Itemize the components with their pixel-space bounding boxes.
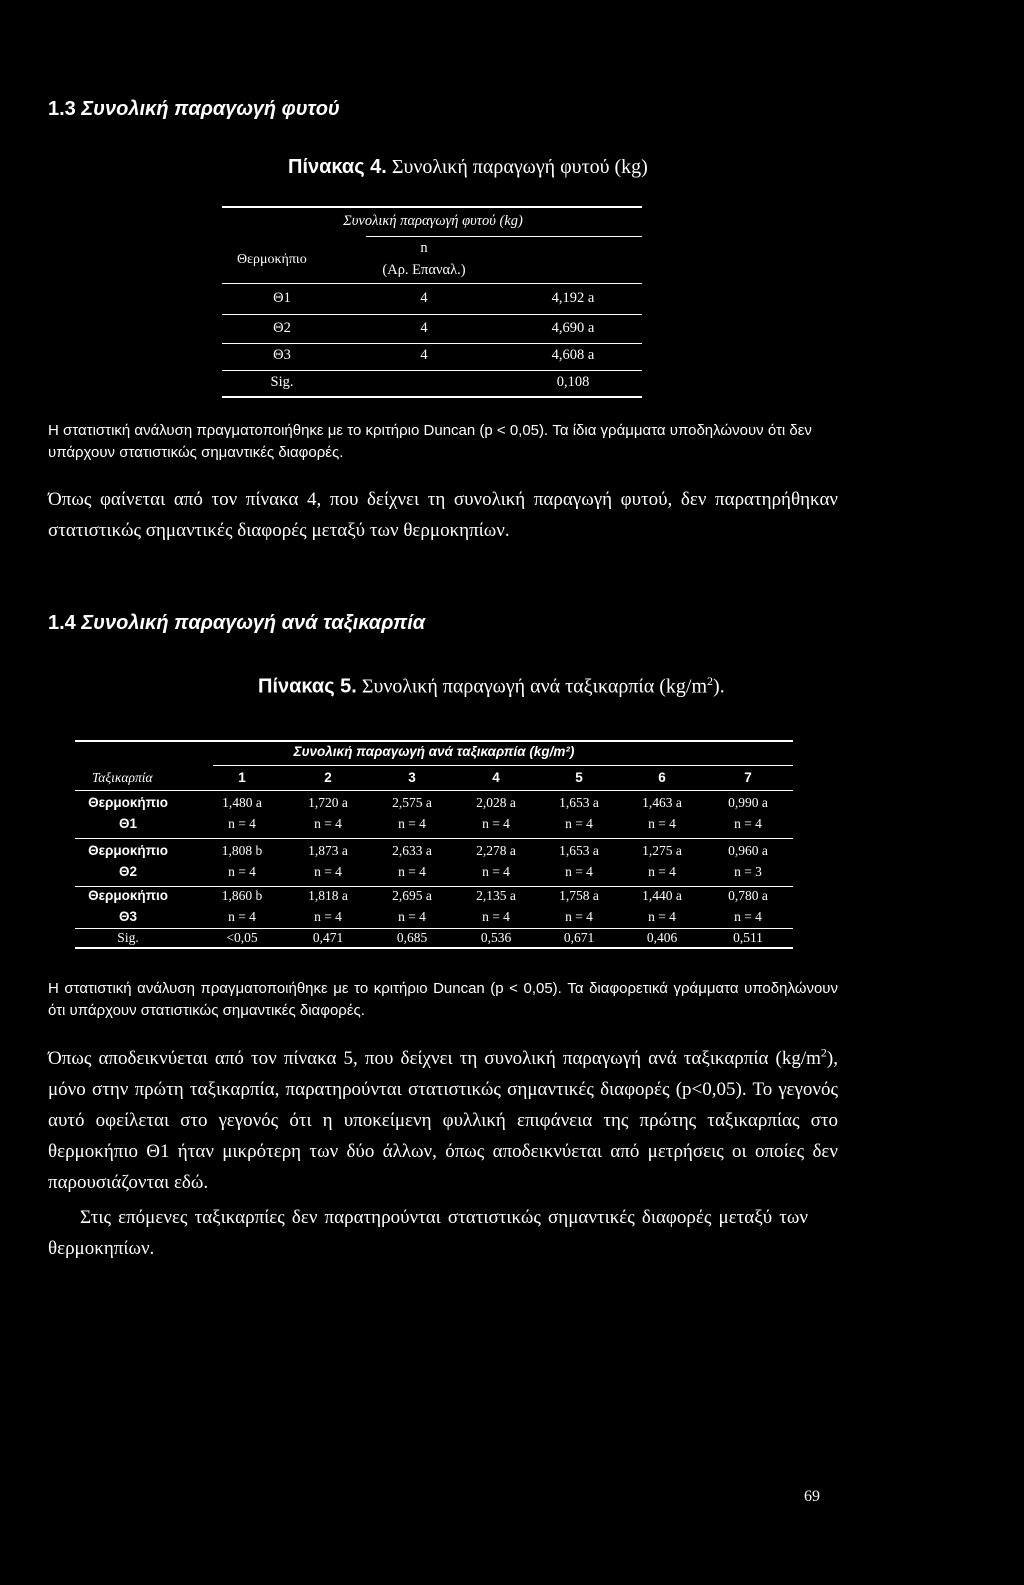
table5-top-rule (75, 740, 793, 742)
paragraph-2-start: Όπως αποδεικνύεται από τον πίνακα 5, που δείχνει τη συνολική παραγωγή ανά ταξικαρπία (kg/m (48, 1048, 821, 1069)
section-number: 1.4 (48, 612, 76, 634)
table5-column-header: 4 (492, 770, 500, 785)
table5-n-cell: n = 4 (734, 909, 762, 924)
table5-value-cell: 2,695 a (392, 888, 432, 903)
table5-value-cell: 2,135 a (476, 888, 516, 903)
table4-row-value: 4,192 a (551, 290, 595, 306)
table5-group-name: Θ2 (118, 864, 138, 879)
paragraph-2 (48, 1043, 838, 1198)
table5-sig-value: 0,406 (646, 930, 678, 945)
table4-row-name: Θ2 (273, 320, 291, 336)
table5-bottom-rule (75, 947, 793, 949)
paragraph-2-sup: 2 (820, 1045, 827, 1060)
table5-n-cell: n = 4 (398, 816, 426, 831)
table4-header-rule (222, 283, 642, 284)
table5-sig-value: 0,671 (563, 930, 595, 945)
table5-sig-value: 0,511 (733, 930, 763, 945)
table5-sig-value: <0,05 (226, 930, 258, 945)
table4-sig-label: Sig. (270, 374, 294, 390)
table5-caption-text: Συνολική παραγωγή ανά ταξικαρπία (kg/m (361, 675, 708, 698)
table5-column-header: 3 (408, 770, 416, 785)
table5-value-cell: 1,808 b (221, 843, 263, 858)
paragraph-3: Στις επόμενες ταξικαρπίες δεν παρατηρούνται στατιστικώς σημαντικές διαφορές μεταξύ των θερμοκηπίων. (48, 1207, 808, 1259)
section-heading-1-3 (48, 98, 340, 121)
table5-column-header: 5 (575, 770, 583, 785)
table5-caption-label: Πίνακας 5. (258, 675, 357, 698)
table5-value-cell: 1,653 a (559, 795, 599, 810)
table5-group-rule (75, 886, 793, 887)
table4-caption (288, 156, 648, 179)
table5-value-cell: 1,818 a (308, 888, 348, 903)
table5-group-name: Θ3 (118, 909, 138, 924)
table5-sig-value: 0,536 (480, 930, 512, 945)
table5-n-cell: n = 4 (734, 816, 762, 831)
table5-row-header: Ταξικαρπία (92, 770, 153, 785)
table4-caption-label: Πίνακας 4. (288, 156, 387, 178)
table4-sig-value: 0,108 (556, 374, 590, 390)
table5-sig-label: Sig. (117, 930, 139, 945)
table4-group-header: Συνολική παραγωγή φυτού (kg) (343, 213, 523, 229)
table5-group-rule (213, 765, 793, 766)
table5-n-cell: n = 4 (228, 864, 256, 879)
table5-value-cell: 0,960 a (728, 843, 768, 858)
table5-group-label: Θερμοκήπιο (88, 795, 168, 810)
table5-value-cell: 2,028 a (476, 795, 516, 810)
table5-value-cell: 2,278 a (476, 843, 516, 858)
table5-n-cell: n = 4 (648, 864, 676, 879)
table5-n-cell: n = 4 (314, 816, 342, 831)
table5-n-cell: n = 4 (565, 909, 593, 924)
section-heading-1-4 (48, 612, 425, 635)
table4-row-n: 4 (420, 347, 428, 363)
table4-row-name: Θ3 (273, 347, 291, 363)
table4-note: Η στατιστική ανάλυση πραγματοποιήθηκε με το κριτήριο Duncan (p < 0,05). Τα ίδια γράμματα υποδηλώνουν ότι δεν υπάρχουν στατιστικώς σημαντικές διαφορές. (48, 422, 812, 461)
table5-value-cell: 2,575 a (392, 795, 432, 810)
table5-caption (258, 674, 725, 699)
table4-row-value: 4,690 a (551, 320, 595, 336)
table5-value-cell: 1,720 a (308, 795, 348, 810)
section-number: 1.3 (48, 98, 76, 120)
table4-row-rule (222, 314, 642, 315)
table5-note: Η στατιστική ανάλυση πραγματοποιήθηκε με το κριτήριο Duncan (p < 0,05). Τα διαφορετικά γράμματα υποδηλώνουν ότι υπάρχουν στατιστικώς σημαντικές διαφορές. (48, 980, 838, 1019)
table5-group-header: Συνολική παραγωγή ανά ταξικαρπία (kg/m²) (293, 744, 575, 759)
table5-value-cell: 1,440 a (642, 888, 682, 903)
table5-value-cell: 1,463 a (642, 795, 682, 810)
table5-group-rule (75, 838, 793, 839)
table5-n-cell: n = 4 (228, 816, 256, 831)
table5-n-cell: n = 4 (482, 816, 510, 831)
table5-column-header: 6 (658, 770, 666, 785)
table5-column-header: 1 (238, 770, 246, 785)
section-title: Συνολική παραγωγή ανά ταξικαρπία (81, 612, 426, 634)
table4-col-n: n (420, 240, 428, 256)
table4-row-rule (222, 370, 642, 371)
table5-sig-value: 0,685 (396, 930, 428, 945)
section-title: Συνολική παραγωγή φυτού (81, 98, 340, 120)
table4-row-name: Θ1 (273, 290, 291, 306)
table5-caption-end: ). (713, 675, 725, 698)
table5-sig-value: 0,471 (312, 930, 344, 945)
table5-column-header: 7 (744, 770, 752, 785)
table5-sig-rule (75, 928, 793, 929)
table5-n-cell: n = 4 (314, 864, 342, 879)
table5-column-header: 2 (324, 770, 332, 785)
table5-group-name: Θ1 (118, 816, 138, 831)
paragraph-2-rest: ), μόνο στην πρώτη ταξικαρπία, παρατηρούνται στατιστικώς σημαντικές διαφορές (p<0,05). Το γεγονός αυτό οφείλεται στο γεγονός ότι η υποκείμενη φυλλική επιφάνεια της πρώτης ταξικαρπίας στο θερμοκήπιο Θ1 ήταν μικρότερη των δύο άλλων, όπως αποδεικνύεται από μετρήσεις οι οποίες δεν παρουσιάζονται εδώ. (48, 1048, 838, 1193)
table5-n-cell: n = 4 (648, 816, 676, 831)
table5-value-cell: 0,780 a (728, 888, 768, 903)
table5-n-cell: n = 4 (482, 864, 510, 879)
table5-n-cell: n = 4 (565, 816, 593, 831)
table5-header-rule (75, 790, 793, 791)
table5-n-cell: n = 4 (398, 909, 426, 924)
page-number: 69 (804, 1488, 820, 1505)
table5-value-cell: 1,758 a (559, 888, 599, 903)
table5-group-label: Θερμοκήπιο (88, 888, 168, 903)
table5-n-cell: n = 4 (565, 864, 593, 879)
table5-n-cell: n = 4 (314, 909, 342, 924)
table4-col-greenhouse: Θερμοκήπιο (237, 252, 307, 267)
table5-value-cell: 0,990 a (728, 795, 768, 810)
table5-value-cell: 1,860 b (221, 888, 263, 903)
table4-row-n: 4 (420, 320, 428, 336)
paragraph-1: Όπως φαίνεται από τον πίνακα 4, που δείχνει τη συνολική παραγωγή φυτού, δεν παρατηρήθηκαν στατιστικώς σημαντικές διαφορές μεταξύ των θερμοκηπίων. (48, 489, 838, 541)
table4-caption-text: Συνολική παραγωγή φυτού (kg) (391, 156, 648, 178)
table5-value-cell: 1,653 a (559, 843, 599, 858)
table4-row-rule (222, 343, 642, 344)
table4-bottom-rule (222, 396, 642, 398)
table5-group-label: Θερμοκήπιο (88, 843, 168, 858)
table5-n-cell: n = 4 (482, 909, 510, 924)
table5-value-cell: 1,873 a (308, 843, 348, 858)
table5-n-cell: n = 4 (398, 864, 426, 879)
table5-value-cell: 2,633 a (392, 843, 432, 858)
table5-value-cell: 1,275 a (642, 843, 682, 858)
table5-n-cell: n = 3 (734, 864, 762, 879)
table4-row-value: 4,608 a (551, 347, 595, 363)
table5-n-cell: n = 4 (228, 909, 256, 924)
table5-n-cell: n = 4 (648, 909, 676, 924)
table5-caption-sup: 2 (707, 674, 714, 688)
table4-group-rule (366, 236, 642, 237)
table5-value-cell: 1,480 a (222, 795, 262, 810)
table4-top-rule (222, 206, 642, 208)
table4-row-n: 4 (420, 290, 428, 306)
table4-col-n-sub: (Αρ. Επαναλ.) (382, 262, 466, 278)
